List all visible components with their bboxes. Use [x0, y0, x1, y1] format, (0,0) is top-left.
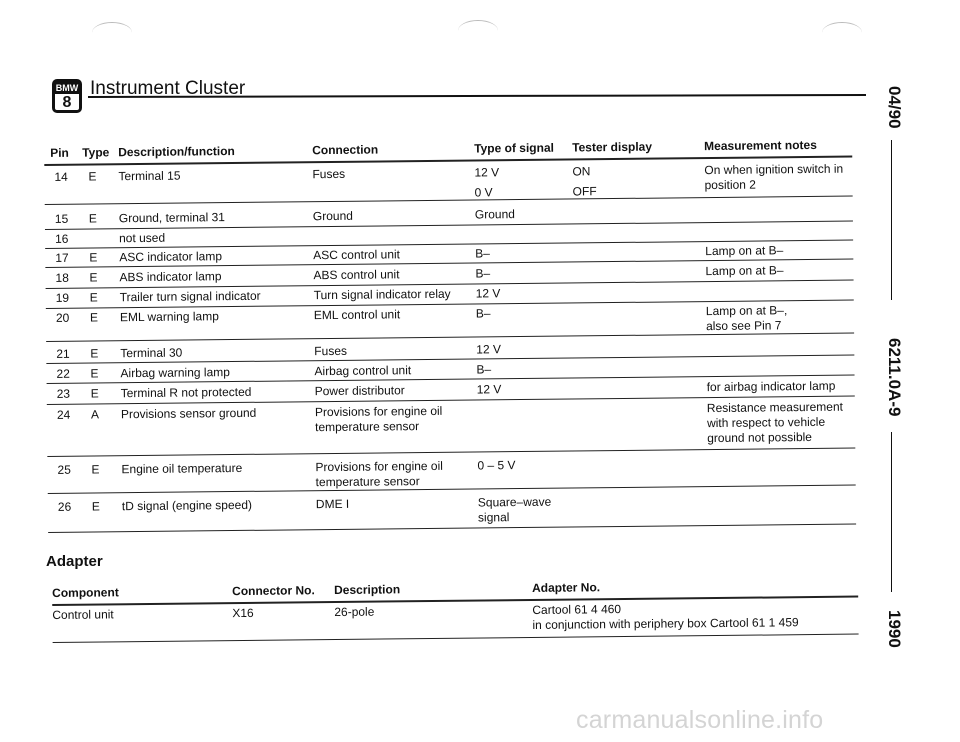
header-connector: Connector No.	[232, 583, 315, 599]
cell-description: Terminal 15	[118, 168, 181, 184]
cell-notes: Resistance measurement	[706, 399, 844, 416]
cell-description: Trailer turn signal indicator	[119, 288, 261, 305]
cell-connection: EML control unit	[313, 307, 401, 323]
cell-description: Terminal R not protected	[120, 384, 252, 401]
adapter-table	[52, 574, 858, 632]
table-header	[44, 137, 852, 160]
cell-notes: Lamp on at B–	[705, 263, 784, 279]
cell-description: ASC indicator lamp	[119, 249, 223, 265]
cell-notes: On when ignition switch in	[704, 161, 844, 178]
cell-type: E	[90, 346, 99, 361]
scan-artifact	[458, 20, 498, 41]
cell-signal: B–	[475, 246, 491, 261]
row-rule	[45, 196, 853, 205]
side-rule	[891, 432, 892, 592]
cell-type: E	[88, 211, 97, 226]
header-type: Type	[82, 145, 110, 160]
cell-adapter-no: Cartool 61 4 460	[532, 602, 622, 617]
cell-pin: 14	[54, 169, 68, 184]
side-date: 04/90	[885, 86, 904, 129]
cell-pin: 22	[56, 366, 70, 381]
cell-notes: for airbag indicator lamp	[706, 378, 836, 395]
adapter-bottom-rule	[53, 634, 859, 643]
cell-notes-line2: with respect to vehicle	[706, 414, 826, 431]
pin-table	[44, 128, 852, 525]
logo-number: 8	[62, 94, 72, 111]
cell-type: E	[90, 386, 99, 401]
cell-description: Airbag warning lamp	[120, 365, 230, 381]
cell-connection: Provisions for engine oil	[314, 403, 443, 420]
cell-pin: 16	[55, 231, 69, 246]
side-code: 6211.0A-9	[885, 338, 904, 417]
header-tester: Tester display	[572, 139, 653, 155]
cell-notes: Lamp on at B–	[705, 243, 784, 259]
cell-signal: 12 V	[476, 382, 502, 397]
header-signal: Type of signal	[474, 140, 555, 156]
cell-pin: 25	[57, 462, 71, 477]
cell-connection: Fuses	[314, 343, 348, 359]
cell-connection-line2: temperature sensor	[315, 474, 420, 490]
cell-connector: X16	[232, 605, 254, 621]
cell-description: Engine oil temperature	[121, 460, 243, 477]
row-rule	[47, 448, 855, 457]
cell-connection: Provisions for engine oil	[315, 458, 443, 475]
cell-signal: 0 – 5 V	[477, 458, 516, 473]
cell-pin: 24	[56, 407, 71, 422]
cell-signal: Ground	[474, 207, 515, 222]
cell-signal-line2: 0 V	[474, 185, 493, 200]
cell-signal: Square–wave	[477, 494, 552, 510]
adapter-header-rule	[52, 596, 858, 606]
cell-connection: Power distributor	[314, 383, 405, 399]
logo-brand: BMW	[55, 83, 79, 93]
cell-pin: 18	[55, 270, 69, 285]
cell-tester-line2: OFF	[572, 184, 597, 199]
cell-connection: Fuses	[312, 166, 346, 182]
cell-type: A	[90, 407, 100, 422]
cell-signal: B–	[476, 362, 492, 377]
cell-connection: ABS control unit	[313, 267, 400, 283]
adapter-header	[52, 578, 860, 600]
cell-pin: 26	[57, 499, 72, 514]
cell-type: E	[91, 499, 100, 514]
table-row	[48, 492, 856, 525]
header-notes: Measurement notes	[704, 137, 817, 154]
cell-description: 26-pole	[334, 604, 375, 620]
cell-description: ABS indicator lamp	[119, 269, 222, 285]
header-adapter-no: Adapter No.	[532, 580, 601, 595]
cell-description: EML warning lamp	[119, 309, 219, 325]
bmw-logo	[52, 79, 82, 113]
cell-pin: 17	[55, 250, 69, 265]
cell-connection: Turn signal indicator relay	[313, 286, 451, 303]
cell-type: E	[88, 169, 97, 184]
cell-pin: 19	[55, 290, 70, 305]
cell-pin: 20	[55, 310, 70, 325]
cell-signal: 12 V	[474, 165, 500, 180]
table-row	[45, 204, 853, 226]
side-rule	[891, 140, 892, 300]
table-row	[47, 399, 855, 446]
row-rule	[48, 485, 856, 494]
table-row	[47, 455, 855, 490]
header-component: Component	[52, 585, 119, 600]
cell-connection-line2: temperature sensor	[314, 419, 420, 435]
cell-description: Terminal 30	[120, 345, 183, 361]
cell-pin: 21	[56, 346, 70, 361]
page-title: Instrument Cluster	[90, 78, 246, 99]
cell-signal: B–	[475, 306, 491, 321]
cell-description: tD signal (engine speed)	[121, 497, 253, 514]
cell-description: Ground, terminal 31	[118, 210, 225, 226]
cell-tester: ON	[572, 164, 591, 179]
cell-pin: 15	[54, 211, 69, 226]
row-rule	[46, 333, 854, 342]
cell-connection: DME I	[315, 496, 350, 512]
cell-description: not used	[119, 230, 166, 246]
cell-adapter-no-line2: in conjunction with periphery box Cartool 61 1 459	[532, 615, 799, 632]
cell-signal: 12 V	[476, 342, 502, 357]
cell-type: E	[89, 270, 98, 285]
cell-description: Provisions sensor ground	[120, 405, 257, 422]
cell-type: E	[89, 250, 98, 265]
cell-type: E	[89, 310, 98, 325]
side-year: 1990	[885, 610, 904, 648]
cell-notes-line2: position 2	[704, 177, 756, 193]
cell-type: E	[91, 462, 100, 477]
header-description: Description/function	[118, 144, 235, 160]
cell-type: E	[89, 290, 98, 305]
scan-artifact	[822, 22, 862, 43]
table-bottom-rule	[48, 524, 856, 533]
header-description: Description	[334, 582, 401, 598]
header-pin: Pin	[50, 145, 69, 160]
cell-signal: B–	[475, 266, 491, 281]
cell-connection: Airbag control unit	[314, 363, 412, 379]
cell-notes-line3: ground not possible	[707, 429, 813, 446]
cell-notes: Lamp on at B–,	[705, 303, 788, 319]
cell-notes-line2: also see Pin 7	[705, 318, 782, 334]
cell-component: Control unit	[52, 607, 114, 622]
header-connection: Connection	[312, 142, 379, 158]
cell-pin: 23	[56, 386, 71, 401]
cell-signal-line2: signal	[477, 510, 510, 525]
cell-type: E	[90, 366, 99, 381]
scan-artifact	[92, 22, 132, 43]
cell-connection: Ground	[312, 208, 353, 224]
cell-signal: 12 V	[475, 286, 501, 301]
watermark-text: carmanualsonline.info	[576, 706, 824, 734]
cell-connection: ASC control unit	[313, 247, 401, 263]
adapter-heading: Adapter	[46, 553, 103, 570]
